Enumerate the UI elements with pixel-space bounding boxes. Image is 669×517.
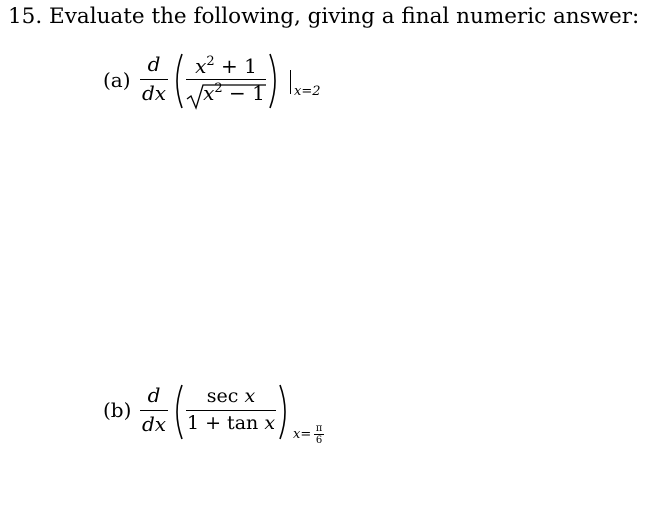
part-a-numerator: $x^2 + 1$	[195, 54, 257, 78]
part-a-d-denominator: dx	[141, 81, 167, 105]
part-b-main-fraction	[186, 385, 276, 441]
part-b-left-paren	[170, 383, 184, 441]
part-a-left-paren	[170, 52, 184, 110]
part-a-main-fraction	[186, 54, 266, 110]
problem-number: 15.	[8, 4, 43, 29]
problem-heading	[8, 4, 639, 29]
part-b-numerator: sec x	[206, 385, 256, 407]
part-b-evaluation-denominator: 6	[315, 435, 323, 446]
part-b-fraction-bar	[186, 410, 276, 411]
part-b-denominator: 1 + tan x	[186, 412, 276, 434]
part-b-label: (b)	[103, 398, 132, 422]
part-a-derivative-operator	[140, 52, 168, 108]
part-b-evaluation-variable: x=	[293, 427, 312, 442]
part-a-label: (a)	[103, 68, 131, 92]
part-a-d-numerator: d	[147, 52, 161, 76]
part-b-d-numerator: d	[147, 383, 161, 407]
part-a-fraction-bar	[186, 79, 266, 80]
part-a-d-bar	[140, 79, 168, 80]
part-b-evaluation-numerator: π	[315, 423, 323, 434]
part-b-d-bar	[140, 410, 168, 411]
problem-instruction: Evaluate the following, giving a final numeric answer:	[49, 4, 640, 29]
part-b-evaluation-fraction	[314, 423, 324, 451]
part-b-right-paren	[278, 383, 292, 441]
part-a-denominator: $x^2 - 1$	[186, 81, 266, 105]
part-a-evaluation-bar	[290, 70, 291, 94]
part-a-right-paren	[268, 52, 282, 110]
part-b-d-denominator: dx	[141, 412, 167, 436]
part-b-derivative-operator	[140, 383, 168, 439]
part-a-evaluation-point: x=2	[294, 84, 321, 99]
